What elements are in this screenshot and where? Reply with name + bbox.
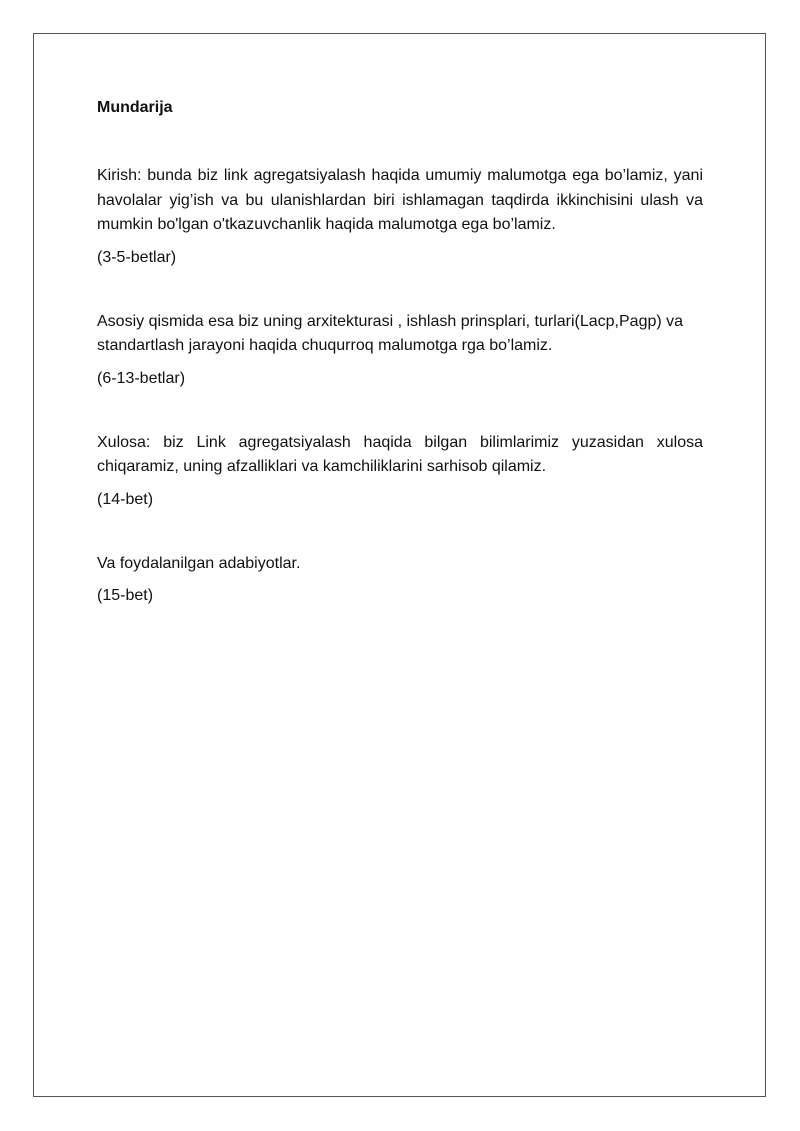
section-description: Va foydalanilgan adabiyotlar. [97,554,301,572]
toc-section-conclusion [97,431,703,512]
page-range: (14-bet) [97,490,154,508]
toc-section-references [97,552,703,609]
section-description: Xulosa: biz Link agregatsiyalash haqida bilgan bilimlarimiz yuzasidan xulosa chiqaramiz, uning afzalliklari va kamchiliklarini sarhisob qilamiz. [97,433,703,475]
page-range: (15-bet) [97,587,154,604]
page-title: Mundarija [97,99,173,116]
section-description: Asosiy qismida esa biz uning arxitekturasi , ishlash prinsplari, turlari(Lacp,Pagp) va standartlash jarayoni haqida chuqurroq malumotga rga bo’lamiz. [97,312,684,354]
section-description: Kirish: bunda biz link agregatsiyalash haqida umumiy malumotga ega bo’lamiz, yani havolalar yig’ish va bu ulanishlardan biri ishlamagan taqdirda ikkinchisini ulash va mumkin bo'lgan o'tkazuvchanlik haqida malumotga ega bo’lamiz. [97,167,703,233]
page-range: (6-13-betlar) [97,369,186,387]
toc-section-introduction [97,164,703,270]
page-range: (3-5-betlar) [97,248,177,266]
toc-section-main-part [97,310,703,391]
document-body [97,96,703,648]
